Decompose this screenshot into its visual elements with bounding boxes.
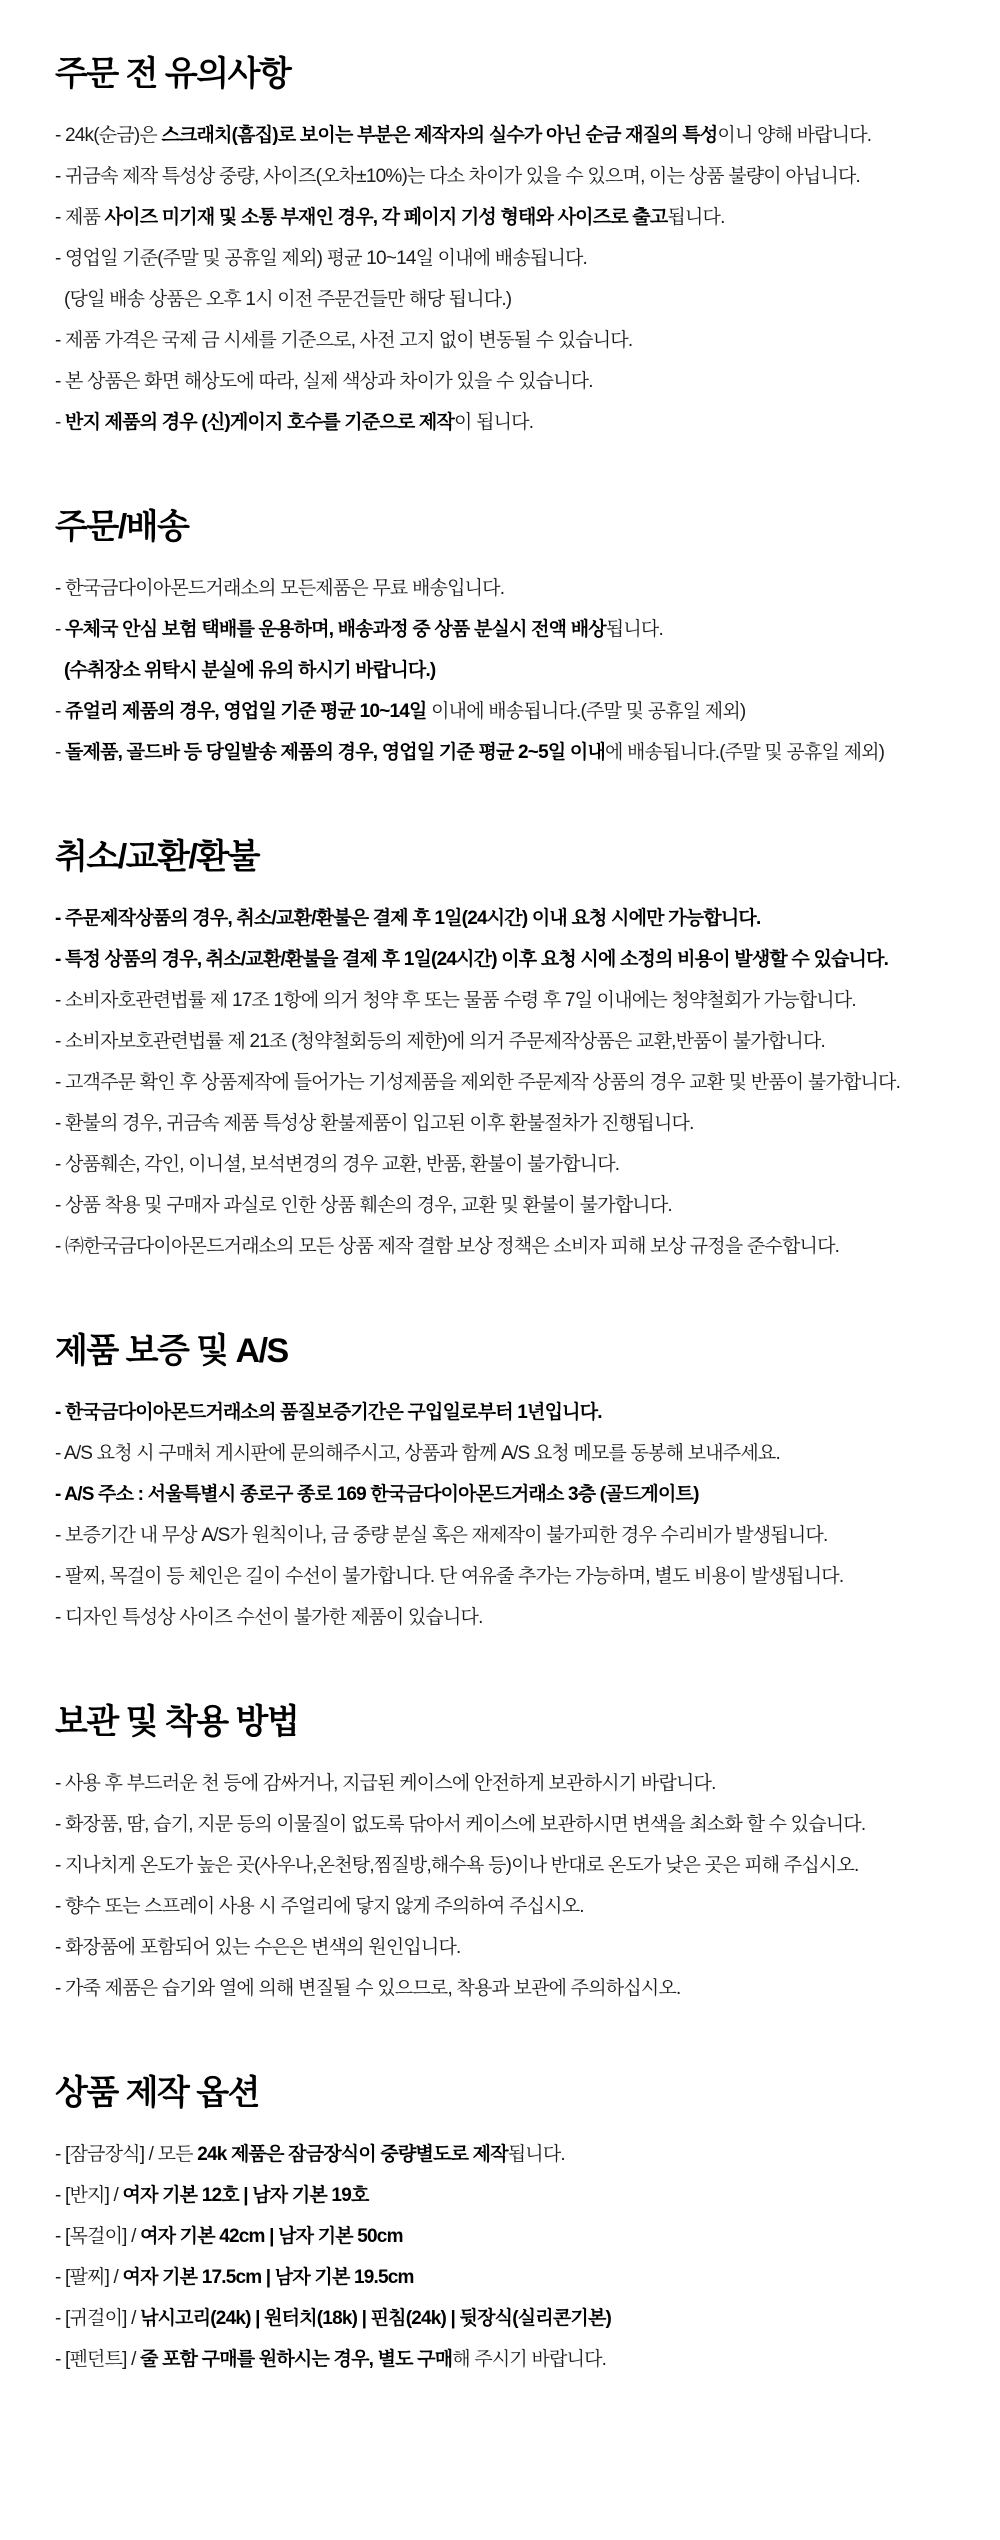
text-segment: - 제품 <box>55 207 105 228</box>
notice-line <box>55 124 960 148</box>
text-segment-bold: 사이즈 미기재 및 소통 부재인 경우, 각 페이지 기성 형태와 사이즈로 출고 <box>104 207 668 228</box>
notice-line <box>55 948 960 972</box>
text-segment-bold: (수취장소 위탁시 분실에 유의 하시기 바랍니다.) <box>64 660 436 681</box>
notice-line <box>55 1854 960 1878</box>
text-segment-bold: 낚시고리(24k) | 원터치(18k) | 핀침(24k) | 뒷장식(실리콘기본) <box>140 2308 612 2329</box>
text-segment: - 지나치게 온도가 높은 곳(사우나,온천탕,찜질방,해수욕 등)이나 반대로 온도가 낮은 곳은 피해 주십시오. <box>55 1855 859 1876</box>
text-segment: - [반지] / <box>55 2185 123 2206</box>
text-segment: - ㈜한국금다이아몬드거래소의 모든 상품 제작 결함 보상 정책은 소비자 피해 보상 규정을 준수합니다. <box>55 1236 840 1257</box>
text-segment: - [목걸이] / <box>55 2226 141 2247</box>
notice-line <box>55 411 960 435</box>
text-segment: 됩니다. <box>507 2144 565 2165</box>
text-segment: - 고객주문 확인 후 상품제작에 들어가는 기성제품을 제외한 주문제작 상품의 경우 교환 및 반품이 불가합니다. <box>55 1072 901 1093</box>
notice-line <box>55 1895 960 1919</box>
text-segment: 해 주시기 바랍니다. <box>452 2349 607 2370</box>
text-segment: - 제품 가격은 국제 금 시세를 기준으로, 사전 고지 없이 변동될 수 있습니다. <box>55 330 633 351</box>
notice-line <box>55 700 960 724</box>
notice-section-3 <box>55 837 960 1259</box>
notice-line <box>55 1030 960 1054</box>
notice-section-4 <box>55 1331 960 1630</box>
notice-section-2 <box>55 507 960 765</box>
text-segment-bold: 24k 제품은 잠금장식이 중량별도로 제작 <box>197 2144 508 2165</box>
text-segment: 됩니다. <box>605 619 663 640</box>
text-segment-bold: - 주문제작상품의 경우, 취소/교환/환불은 결제 후 1일(24시간) 이내 요청 시에만 가능합니다. <box>55 908 761 929</box>
notice-line <box>55 1071 960 1095</box>
text-segment: - 화장품에 포함되어 있는 수은은 변색의 원인입니다. <box>55 1937 461 1958</box>
text-segment: - 영업일 기준(주말 및 공휴일 제외) 평균 10~14일 이내에 배송됩니다. <box>55 248 588 269</box>
notice-line <box>55 2143 960 2167</box>
notice-line <box>55 370 960 394</box>
notice-line <box>55 206 960 230</box>
notice-line <box>55 2184 960 2208</box>
text-segment: 됩니다. <box>667 207 725 228</box>
notice-line <box>55 1194 960 1218</box>
text-segment: - [팔찌] / <box>55 2267 123 2288</box>
text-segment: - <box>55 619 66 640</box>
notice-line <box>55 1606 960 1630</box>
notice-line <box>55 659 960 683</box>
text-segment-bold: 우체국 안심 보험 택배를 운용하며, 배송과정 중 상품 분실시 전액 배상 <box>65 619 606 640</box>
notice-line <box>55 1153 960 1177</box>
notice-line <box>55 741 960 765</box>
notice-line <box>55 1772 960 1796</box>
text-segment: - 소비자호관련법률 제 17조 1항에 의거 청약 후 또는 물품 수령 후 7일 이내에는 청약철회가 가능합니다. <box>55 990 856 1011</box>
text-segment-bold: - A/S 주소 : 서울특별시 종로구 종로 169 한국금다이아몬드거래소 3층 (골드게이트) <box>55 1484 699 1505</box>
text-segment-bold: - 한국금다이아몬드거래소의 품질보증기간은 구입일로부터 1년입니다. <box>55 1402 602 1423</box>
text-segment: - 가죽 제품은 습기와 열에 의해 변질될 수 있으므로, 착용과 보관에 주의하십시오. <box>55 1978 681 1999</box>
text-segment: - A/S 요청 시 구매처 게시판에 문의해주시고, 상품과 함께 A/S 요청 메모를 동봉해 보내주세요. <box>55 1443 780 1464</box>
notice-line <box>55 329 960 353</box>
notice-section-6 <box>55 2073 960 2372</box>
notice-line <box>55 1524 960 1548</box>
text-segment: 이내에 배송됩니다.(주말 및 공휴일 제외) <box>426 701 746 722</box>
text-segment: (당일 배송 상품은 오후 1시 이전 주문건들만 해당 됩니다.) <box>64 289 512 310</box>
section-title: 상품 제작 옵션 <box>55 2074 259 2112</box>
text-segment: 이니 양해 바랍니다. <box>717 125 872 146</box>
text-segment: - 향수 또는 스프레이 사용 시 주얼리에 닿지 않게 주의하여 주십시오. <box>55 1896 584 1917</box>
text-segment-bold: 여자 기본 12호 | 남자 기본 19호 <box>122 2185 369 2206</box>
text-segment: - 환불의 경우, 귀금속 제품 특성상 환불제품이 입고된 이후 환불절차가 진행됩니다. <box>55 1113 694 1134</box>
text-segment-bold: 반지 제품의 경우 (신)게이지 호수를 기준으로 제작 <box>65 412 455 433</box>
notice-line <box>55 1483 960 1507</box>
text-segment: - <box>55 742 66 763</box>
text-segment-bold: 여자 기본 17.5cm | 남자 기본 19.5cm <box>122 2267 414 2288</box>
text-segment: - <box>55 412 66 433</box>
notice-line <box>55 2225 960 2249</box>
notice-line <box>55 165 960 189</box>
notice-line <box>55 2348 960 2372</box>
text-segment: - [귀걸이] / <box>55 2308 141 2329</box>
notice-section-1 <box>55 54 960 435</box>
text-segment: - 한국금다이아몬드거래소의 모든제품은 무료 배송입니다. <box>55 578 505 599</box>
notice-line <box>55 907 960 931</box>
text-segment: - 상품 착용 및 구매자 과실로 인한 상품 훼손의 경우, 교환 및 환불이 불가합니다. <box>55 1195 672 1216</box>
notice-line <box>55 1235 960 1259</box>
text-segment-bold: 여자 기본 42cm | 남자 기본 50cm <box>140 2226 403 2247</box>
text-segment: - <box>55 701 66 722</box>
notice-line <box>55 1112 960 1136</box>
text-segment-bold: 줄 포함 구매를 원하시는 경우, 별도 구매 <box>140 2349 453 2370</box>
text-segment: 이 됩니다. <box>454 412 534 433</box>
text-segment: 에 배송됩니다.(주말 및 공휴일 제외) <box>605 742 885 763</box>
notice-line <box>55 989 960 1013</box>
text-segment: - 화장품, 땀, 습기, 지문 등의 이물질이 없도록 닦아서 케이스에 보관하시면 변색을 최소화 할 수 있습니다. <box>55 1814 866 1835</box>
text-segment: - 본 상품은 화면 해상도에 따라, 실제 색상과 차이가 있을 수 있습니다. <box>55 371 593 392</box>
notice-line <box>55 577 960 601</box>
text-segment: - 상품훼손, 각인, 이니셜, 보석변경의 경우 교환, 반품, 환불이 불가합니다. <box>55 1154 620 1175</box>
text-segment: - 팔찌, 목걸이 등 체인은 길이 수선이 불가합니다. 단 여유줄 추가는 가능하며, 별도 비용이 발생됩니다. <box>55 1566 844 1587</box>
notice-line <box>55 247 960 271</box>
notice-line <box>55 1936 960 1960</box>
notice-line <box>55 1565 960 1589</box>
section-title: 주문/배송 <box>55 508 189 546</box>
notice-line <box>55 288 960 312</box>
notice-line <box>55 618 960 642</box>
section-title: 취소/교환/환불 <box>55 838 259 876</box>
text-segment-bold: 돌제품, 골드바 등 당일발송 제품의 경우, 영업일 기준 평균 2~5일 이내 <box>65 742 605 763</box>
notice-line <box>55 2266 960 2290</box>
text-segment: - 보증기간 내 무상 A/S가 원칙이나, 금 중량 분실 혹은 재제작이 불가피한 경우 수리비가 발생됩니다. <box>55 1525 828 1546</box>
notice-section-5 <box>55 1702 960 2001</box>
text-segment: - 사용 후 부드러운 천 등에 감싸거나, 지급된 케이스에 안전하게 보관하시기 바랍니다. <box>55 1773 716 1794</box>
notice-line <box>55 1401 960 1425</box>
section-title: 주문 전 유의사항 <box>55 55 291 93</box>
text-segment-bold: - 특정 상품의 경우, 취소/교환/환불을 결제 후 1일(24시간) 이후 요청 시에 소정의 비용이 발생할 수 있습니다. <box>55 949 889 970</box>
text-segment: - 24k(순금)은 <box>55 125 162 146</box>
notice-line <box>55 1977 960 2001</box>
text-segment: - 소비자보호관련법률 제 21조 (청약철회등의 제한)에 의거 주문제작상품은 교환,반품이 불가합니다. <box>55 1031 825 1052</box>
text-segment: - 디자인 특성상 사이즈 수선이 불가한 제품이 있습니다. <box>55 1607 483 1628</box>
notice-line <box>55 1442 960 1466</box>
text-segment-bold: 쥬얼리 제품의 경우, 영업일 기준 평균 10~14일 <box>65 701 427 722</box>
section-title: 제품 보증 및 A/S <box>55 1332 288 1370</box>
section-title: 보관 및 착용 방법 <box>55 1703 299 1741</box>
notice-line <box>55 1813 960 1837</box>
notice-line <box>55 2307 960 2331</box>
text-segment: - [잠금장식] / 모든 <box>55 2144 198 2165</box>
text-segment: - [펜던트] / <box>55 2349 141 2370</box>
text-segment-bold: 스크래치(흠집)로 보이는 부분은 제작자의 실수가 아닌 순금 재질의 특성 <box>161 125 718 146</box>
text-segment: - 귀금속 제작 특성상 중량, 사이즈(오차±10%)는 다소 차이가 있을 수 있으며, 이는 상품 불량이 아닙니다. <box>55 166 861 187</box>
